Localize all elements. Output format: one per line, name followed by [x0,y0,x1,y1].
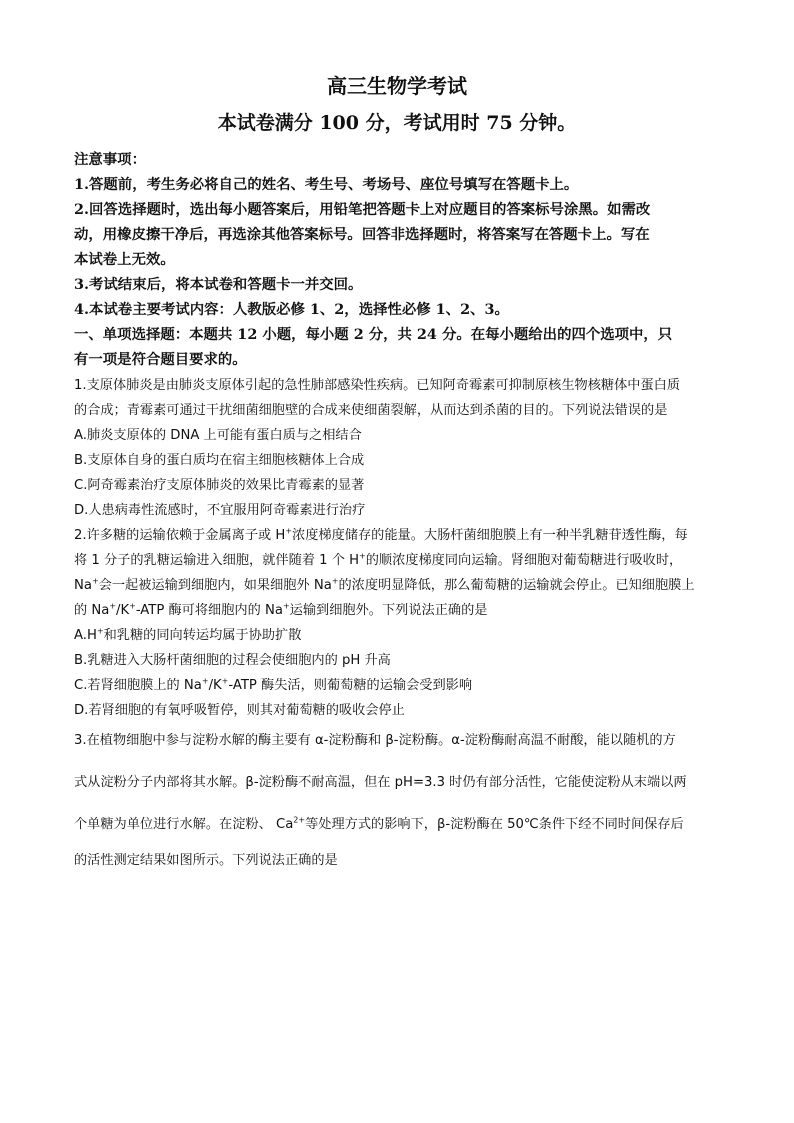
q1-stem: 1.支原体肺炎是由肺炎支原体引起的急性肺部感染性疾病。已知阿奇霉素可抑制原核生物核糖体中蛋白质 [74,378,681,393]
q1-option-a: A.肺炎支原体的 DNA 上可能有蛋白质与之相结合 [74,428,362,443]
notice-item: 1.答题前，考生务必将自己的姓名、考生号、考场号、座位号填写在答题卡上。 [74,176,579,193]
q1-option-c: C.阿奇霉素治疗支原体肺炎的效果比青霉素的显著 [74,478,365,493]
q2-stem: 2.许多糖的运输依赖于金属离子或 H+浓度梯度储存的能量。大肠杆菌细胞膜上有一种半乳糖苷透性酶，每 [74,526,688,543]
q3-stem: 3.在植物细胞中参与淀粉水解的酶主要有 α-淀粉酶和 β-淀粉酶。α-淀粉酶耐高温不耐酸，能以随机的方 [74,733,676,748]
q3-stem: 个单糖为单位进行水解。在淀粉、 $Ca^{2+}$等处理方式的影响下，β-淀粉酶在 50℃条件下经不同时间保存后 [74,815,684,832]
q2-stem: 将 1 分子的乳糖运输进入细胞，就伴随着 1 个 H+的顺浓度梯度同向运输。肾细胞对葡萄糖进行吸收时， [74,551,683,568]
section-heading: 一、单项选择题：本题共 12 小题，每小题 2 分，共 24 分。在每小题给出的四个选项中，只 [74,326,673,343]
notice-item: 3.考试结束后，将本试卷和答题卡一并交回。 [74,276,363,293]
q3-stem: 的活性测定结果如图所示。下列说法正确的是 [74,853,338,868]
notice-item: 动，用橡皮擦干净后，再选涂其他答案标号。回答非选择题时，将答案写在答题卡上。写在 [74,226,650,243]
section-heading-cont: 有一项是符合题目要求的。 [74,351,247,368]
q2-option-a: A.H+和乳糖的同向转运均属于协助扩散 [74,626,302,643]
q3-stem: 式从淀粉分子内部将其水解。β-淀粉酶不耐高温，但在 pH=3.3 时仍有部分活性，它能使淀粉从末端以两 [74,775,687,790]
notice-item: 2.回答选择题时，选出每小题答案后，用铅笔把答题卡上对应题目的答案标号涂黑。如需改 [74,201,651,218]
exam-subtitle: 本试卷满分 100 分，考试用时 75 分钟。 [217,112,577,134]
q1-option-b: B.支原体自身的蛋白质均在宿主细胞核糖体上合成 [74,453,365,468]
notice-item: 本试卷上无效。 [74,251,175,268]
q2-option-b: B.乳糖进入大肠杆菌细胞的过程会使细胞内的 pH 升高 [74,653,391,668]
exam-title: 高三生物学考试 [327,74,467,98]
q2-stem: Na+会一起被运输到细胞内，如果细胞外 Na+的浓度明显降低，那么葡萄糖的运输就会停止。已知细胞膜上 [74,576,695,593]
q2-option-c: C.若肾细胞膜上的 Na+/K+-ATP 酶失活，则葡萄糖的运输会受到影响 [74,676,473,693]
q2-stem: 的 Na+/K+-ATP 酶可将细胞内的 Na+运输到细胞外。下列说法正确的是 [74,601,488,618]
q1-option-d: D.人患病毒性流感时，不宜服用阿奇霉素进行治疗 [74,503,366,518]
notice-heading: 注意事项： [74,151,146,168]
q2-option-d: D.若肾细胞的有氧呼吸暂停，则其对葡萄糖的吸收会停止 [74,703,405,718]
notice-item: 4.本试卷主要考试内容：人教版必修 1、2，选择性必修 1、2、3。 [74,301,509,318]
q1-stem: 的合成；青霉素可通过干扰细菌细胞壁的合成来使细菌裂解，从而达到杀菌的目的。下列说法错误的是 [74,403,668,418]
